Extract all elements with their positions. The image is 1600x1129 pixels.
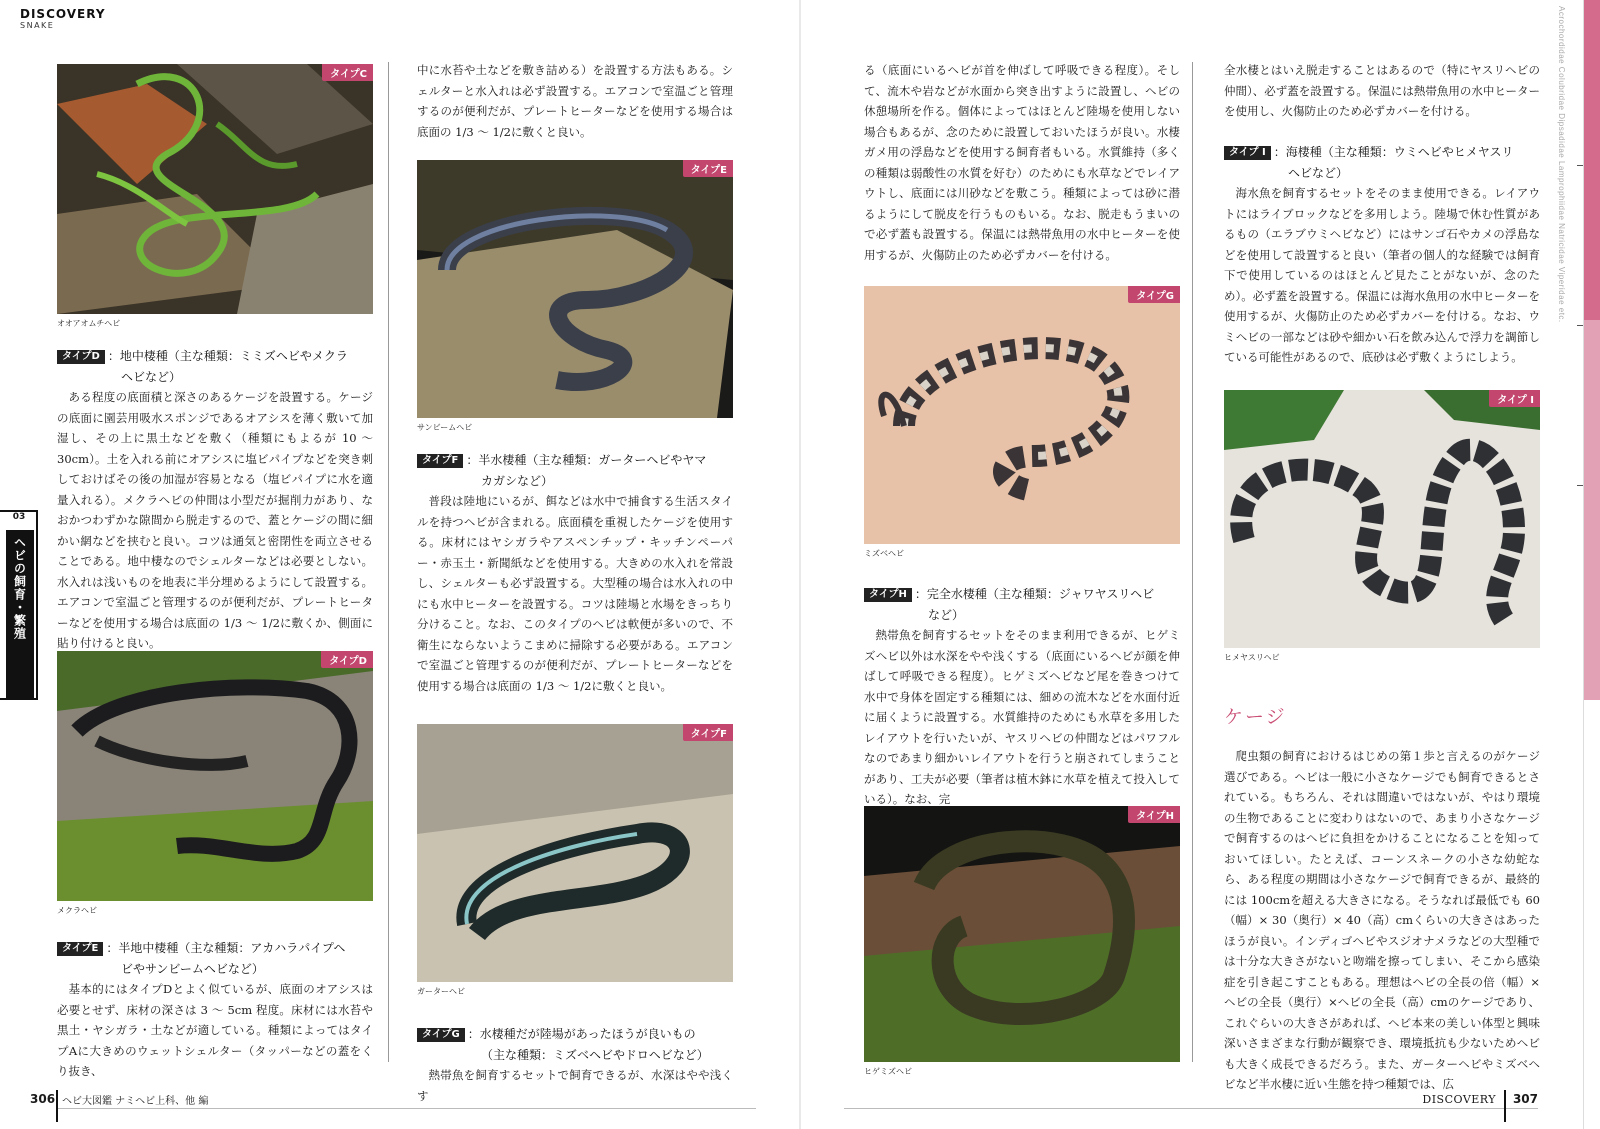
family-list-vertical: Acrochordidae Colubridae Dipsadidae Lamprophiidae Natricidae Viperidae etc. (1557, 6, 1566, 323)
type-heading-text-cont: ヘビなど） (121, 369, 182, 384)
photo-type-label: タイプC (322, 64, 373, 81)
type-tag: タイプD (57, 350, 105, 364)
section-type-e (57, 938, 373, 1082)
photo-sunbeam-snake (417, 160, 733, 418)
side-color-bar (1584, 0, 1600, 320)
photo-caption: オオアオムチヘビ (57, 319, 121, 328)
type-heading (57, 938, 373, 959)
type-heading (417, 1024, 733, 1045)
page-gutter (799, 0, 801, 1129)
section-type-g (417, 1024, 733, 1106)
type-heading-text-cont: ビやサンビームヘビなど） (121, 961, 264, 976)
column-rule (1192, 62, 1193, 1062)
photo-caption: メクラヘビ (57, 906, 97, 915)
type-tag: タイプF (417, 454, 463, 468)
side-color-bar-light (1584, 320, 1600, 700)
page-number-right: 307 (1512, 1092, 1538, 1106)
magazine-subtitle: SNAKE (20, 21, 55, 30)
photo-tentacled-snake (864, 806, 1180, 1062)
photo-water-snake (864, 286, 1180, 544)
type-heading-text: ：完全水棲種（主な種類：ジャワヤスリヘビ (914, 587, 1155, 601)
type-heading (864, 584, 1180, 605)
type-heading-text-cont: ヘビなど） (1288, 165, 1349, 180)
type-heading-text-cont: など） (928, 607, 965, 622)
column4-top-text (1224, 60, 1540, 122)
body-paragraph: る（底面にいるヘビが首を伸ばして呼吸できる程度）。そして、流木や岩などが水面から突き出すように設置し、ヘビの休憩場所を作る。個体によってはほとんど陸場を使用しない場合もあるが、念のために設置しておいたほうが良い。水棲ガメ用の浮島などを使用する飼育者もいる。水質維持（多くの種類は弱酸性の水質を好む）のためにも水草などでレイアウトし、底面には川砂などを敷こう。種類によっては砂に潜るようにして脱皮を行うものもいる。なお、脱走もうまいので必ず蓋も設置する。保温には熱帯魚用の水中ヒーターを使用するが、火傷防止のため必ずカバーを付ける。 (864, 63, 1180, 262)
photo-blind-snake (57, 651, 373, 901)
page-number-left: 306 (30, 1092, 56, 1106)
type-tag: タイプ I (1224, 146, 1271, 160)
magazine-title: DISCOVERY (20, 7, 106, 21)
photo-caption: ヒゲミズヘビ (864, 1067, 912, 1076)
type-heading-text-cont: カガシなど） (481, 473, 554, 488)
body-paragraph: 中に水苔や土などを敷き詰める）を設置する方法もある。シェルターと水入れは必ず設置する。エアコンで室温ごと管理するのが便利だが、プレートヒーターなどを使用する場合は底面の 1/3 ～ 1/2に敷くと良い。 (417, 63, 733, 139)
footer-book-title: ヘビ大図鑑 ナミヘビ上科、他 編 (62, 1096, 209, 1107)
body-paragraph: 爬虫類の飼育におけるはじめの第１歩と言えるのがケージ選びである。ヘビは一般に小さなケージでも飼育できるとされている。もちろん、それは間違いではないが、やはり環境の生物であることに変わりはないので、あまり小さなケージで飼育するのはヘビに負担をかけることになることを知っておいてほしい。たとえば、コーンスネークの小さな幼蛇なら、ある程度の期間は小さなケージで飼育できるが、最終的には 100cmを超える大きさになる。そうなれば最低でも 60（幅）× 30（奥行）× 40（高）cmくらいの大きさはあったほうが良い。インディゴヘビやスジオナメラなどの大型種では十分な大きさがないと吻端を擦ってしまい、そこから感染症を引き起こすこともある。理想はヘビの全長の倍（幅）×ヘビの全長（奥行）×ヘビの全長（高）cmのケージであり、これぐらいの大きさがあれば、ヘビ本来の美しい体型と興味深いさまざまな行動が観察でき、環境抵抗も少ないためヘビも大きく成長できるだろう。また、ガーターヘビやミズベヘビなど半水棲に近い生態を持つ種類では、広 (1224, 749, 1540, 1091)
type-heading-text: ：半地中棲種（主な種類：アカハラパイプヘ (106, 941, 346, 955)
photo-type-label: タイプD (321, 651, 373, 668)
photo-garter-snake (417, 724, 733, 982)
photo-vine-snake (57, 64, 373, 314)
section-type-i (1224, 142, 1540, 368)
type-heading (57, 346, 373, 367)
section-type-h (864, 584, 1180, 810)
section-type-d (57, 346, 373, 654)
photo-caption: ガーターヘビ (417, 987, 465, 996)
photo-type-label: タイプH (1128, 806, 1180, 823)
photo-type-label: タイプG (1128, 286, 1180, 303)
type-tag: タイプH (864, 588, 912, 602)
footer-series-title: DISCOVERY (1422, 1093, 1496, 1106)
photo-caption: ミズベヘビ (864, 549, 904, 558)
type-heading-text: ：水棲種だが陸場があったほうが良いもの (467, 1027, 696, 1041)
footer-rule (844, 1108, 1538, 1109)
section-type-f (417, 450, 733, 696)
edge-tick (1577, 165, 1583, 166)
type-tag: タイプG (417, 1028, 465, 1042)
type-heading-text: ：半水棲種（主な種類：ガーターヘビやヤマ (466, 453, 707, 467)
photo-caption: ヒメヤスリヘビ (1224, 653, 1280, 662)
type-heading-text: ：海棲種（主な種類：ウミヘビやヒメヤスリ (1273, 145, 1514, 159)
photo-caption: サンビームヘビ (417, 423, 473, 432)
type-heading (1224, 142, 1540, 163)
photo-type-label: タイプF (683, 724, 733, 741)
column-rule (388, 62, 389, 1062)
type-heading-text: ：地中棲種（主な種類：ミミズヘビやメクラ (107, 349, 348, 363)
footer-bar (1504, 1090, 1506, 1122)
photo-type-label: タイプE (683, 160, 733, 177)
footer-rule (56, 1108, 756, 1109)
body-paragraph: 基本的にはタイプDとよく似ているが、底面のオアシスは必要とせず、床材の深さは 3 ～ 5cm 程度。床材には水苔や黒土・ヤシガラ・土などが適している。種類によってはタイプAに大きめのウェットシェルター（タッパーなどの蓋をくり抜き、 (57, 982, 373, 1078)
body-paragraph: 海水魚を飼育するセットをそのまま使用できる。レイアウトにはライブロックなどを多用しよう。陸場で休む性質があるもの（エラブウミヘビなど）にはサンゴ石やカメの浮島などを使用して設置すると良い（筆者の個人的な経験では飼育下で使用しているのはほとんど見たことがないが、念のため）。必ず蓋を設置する。保温には海水魚用の水中ヒーターを使用するが、火傷防止のため必ずカバーを付ける。なお、ウミヘビの一部などは砂や細かい石を飲み込んで浮力を調節している可能性があるので、底砂は必ず敷くようにしよう。 (1224, 186, 1540, 364)
photo-type-label: タイプ I (1489, 390, 1540, 407)
body-paragraph: 普段は陸地にいるが、餌などは水中で捕食する生活スタイルを持つヘビが含まれる。底面積を重視したケージを使用する。床材にはヤシガラやアスペンチップ・キッチンペーパー・赤玉土・新聞紙などを使用する。大きめの水入れを常設し、シェルターも必ず設置する。大型種の場合は水入れの中にも水中ヒーターを設置する。コツは陸場と水場をきっちり分けること。なお、このタイプのヘビは軟便が多いので、不衛生にならないようこまめに掃除する必要がある。エアコンで室温ごと管理するのが便利だが、プレートヒーターなどを使用する場合は底面の 1/3 ～ 1/2に敷くと良い。 (417, 494, 733, 693)
type-tag: タイプE (57, 942, 103, 956)
type-heading-text-cont: （主な種類：ミズベヘビやドロヘビなど） (481, 1047, 709, 1062)
body-paragraph: 熱帯魚を飼育するセットをそのまま利用できるが、ヒゲミズヘビ以外は水深をやや浅くする（底面にいるヘビが顔を伸ばして呼吸できる程度）。ヒゲミズヘビなど尾を巻きつけて水中で身体を固定する種類には、細めの流木などを水面付近に届くように設置する。水質維持のためにも水草を多用したレイアウトを行いたいが、ヤスリヘビの仲間などはパワフルなのであまり細かいレイアウトを行うと崩されてしまうことがあり、工夫が必要（筆者は植木鉢に水草を植えて投入している）。なお、完 (864, 628, 1180, 806)
section-cage-body (1224, 746, 1540, 1095)
footer-bar (56, 1090, 58, 1122)
chapter-label: ヘビの飼育・繁殖 (6, 530, 34, 698)
photo-file-snake (1224, 390, 1540, 648)
edge-tick (1577, 325, 1583, 326)
column3-top-text (864, 60, 1180, 265)
edge-tick (1577, 485, 1583, 486)
section-title-cage: ケージ (1224, 706, 1287, 728)
type-heading (417, 450, 733, 471)
body-paragraph: ある程度の底面積と深さのあるケージを設置する。ケージの底面に園芸用吸水スポンジであるオアシスを薄く敷いて加湿し、その上に黒土などを敷く（種類にもよるが 10 ～ 30cm）。土を入れる前にオアシスに塩ビパイプなどを突き刺しておけばその後の加湿が容易となる（塩ビパイプに水を適量入れる）。メクラヘビの仲間は小型だが掘削力があり、なおかつわずかな隙間から脱走するので、蓋とケージの間に細かい網などを挟むと良い。コツは通気と密閉性を両立させることである。地中棲なのでシェルターなどは必要としない。水入れは浅いものを地表に半分埋めるようにして設置する。エアコンで室温ごと管理するのが便利だが、プレートヒーターなどを使用する場合は底面の 1/3 ～ 1/2に敷くか、側面に貼り付けると良い。 (57, 390, 373, 650)
column2-top-text (417, 60, 733, 142)
body-paragraph: 全水棲とはいえ脱走することはあるので（特にヤスリヘビの仲間）、必ず蓋を設置する。保温には熱帯魚用の水中ヒーターを使用し、火傷防止のため必ずカバーを付ける。 (1224, 63, 1540, 118)
body-paragraph: 熱帯魚を飼育するセットで飼育できるが、水深はやや浅くす (417, 1068, 733, 1103)
chapter-number: 03 (12, 512, 26, 522)
page-edge-line (1583, 0, 1584, 1129)
